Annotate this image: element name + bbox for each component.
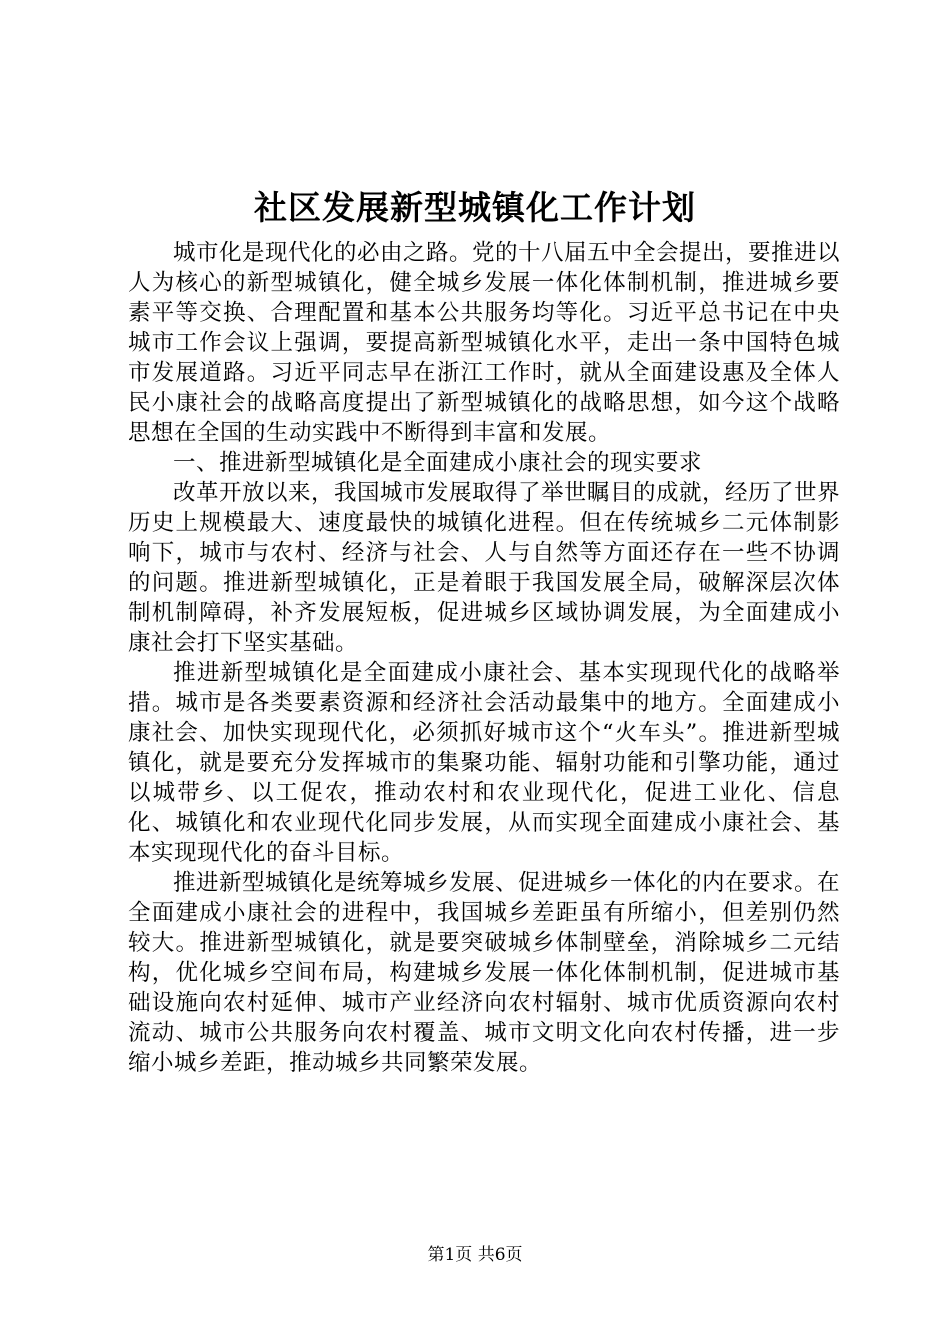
paragraph-intro: 城市化是现代化的必由之路。党的十八届五中全会提出，要推进以人为核心的新型城镇化，健全城乡发展一体化体制机制，推进城乡要素平等交换、合理配置和基本公共服务均等化。习近平总书记在中央城市工作会议上强调，要提高新型城镇化水平，走出一条中国特色城市发展道路。习近平同志早在浙江工作时，就从全面建设惠及全体人民小康社会的战略高度提出了新型城镇化的战略思想，如今这个战略思想在全国的生动实践中不断得到丰富和发展。 xyxy=(128,240,841,446)
paragraph-reform: 改革开放以来，我国城市发展取得了举世瞩目的成就，经历了世界历史上规模最大、速度最快的城镇化进程。但在传统城乡二元体制影响下，城市与农村、经济与社会、人与自然等方面还存在一些不协调的问题。推进新型城镇化，正是着眼于我国发展全局，破解深层次体制机制障碍，补齐发展短板，促进城乡区域协调发展，为全面建成小康社会打下坚实基础。 xyxy=(128,480,841,656)
paragraph-strategy: 推进新型城镇化是全面建成小康社会、基本实现现代化的战略举措。城市是各类要素资源和经济社会活动最集中的地方。全面建成小康社会、加快实现现代化，必须抓好城市这个“火车头”。推进新型城镇化，就是要充分发挥城市的集聚功能、辐射功能和引擎功能，通过以城带乡、以工促农，推动农村和农业现代化，促进工业化、信息化、城镇化和农业现代化同步发展，从而实现全面建成小康社会、基本实现现代化的奋斗目标。 xyxy=(128,660,840,866)
paragraph-urban-rural: 推进新型城镇化是统筹城乡发展、促进城乡一体化的内在要求。在全面建成小康社会的进程中，我国城乡差距虽有所缩小，但差别仍然较大。推进新型城镇化，就是要突破城乡体制壁垒，消除城乡二元结构，优化城乡空间布局，构建城乡发展一体化体制机制，促进城市基础设施向农村延伸、城市产业经济向农村辐射、城市优质资源向农村流动、城市公共服务向农村覆盖、城市文明文化向农村传播，进一步缩小城乡差距，推动城乡共同繁荣发展。 xyxy=(128,870,841,1076)
document-body xyxy=(128,238,840,1078)
document-title: 社区发展新型城镇化工作计划 xyxy=(254,188,696,227)
page-footer: 第1页 共6页 xyxy=(427,1245,523,1265)
section-heading-1: 一、推进新型城镇化是全面建成小康社会的现实要求 xyxy=(173,450,703,476)
